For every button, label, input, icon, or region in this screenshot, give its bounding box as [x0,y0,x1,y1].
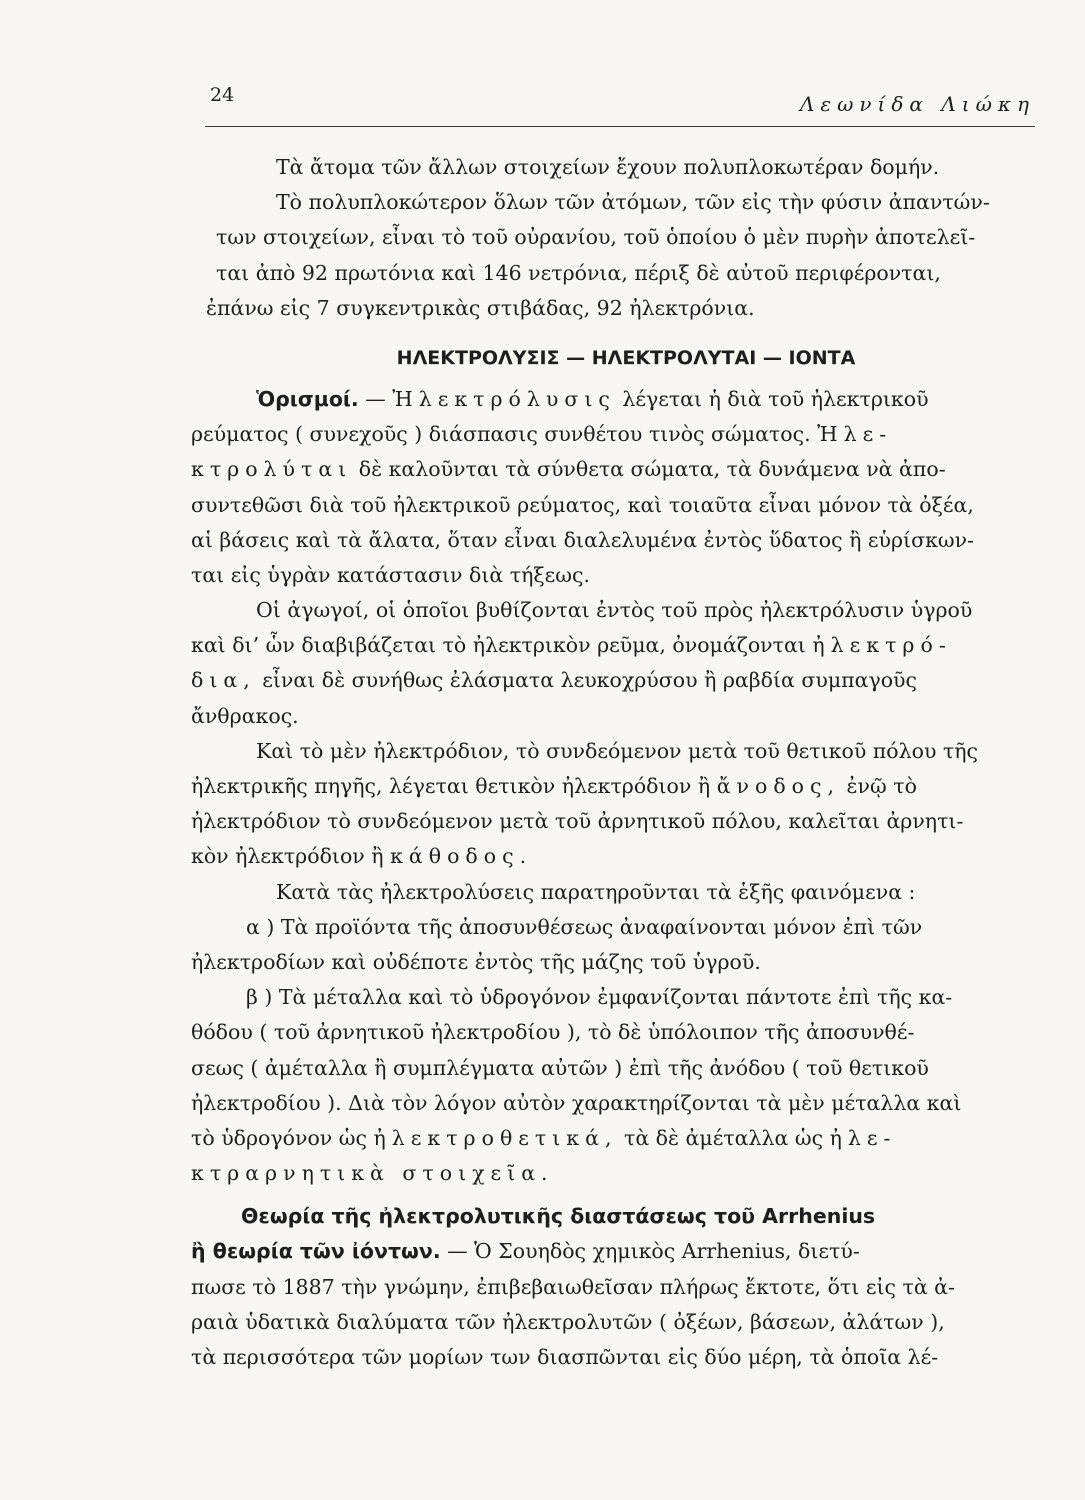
text-span: — [358,386,393,411]
text-span: — Ὁ Σουηδὸς χημικὸς Arrhenius, διετύ- [440,1239,860,1264]
text-span: τὸ ὑδρογόνον ὡς [191,1125,374,1150]
term-electrodes: ἠλεκτρό- [812,633,952,658]
term-cathode: κάθοδος. [390,844,533,869]
paragraph-arrhenius [186,1199,1046,1375]
term-electrolysis: Ἠλεκτρόλυσις [392,386,616,411]
text-line: ται εἰς ὑγρὰν κατάστασιν διὰ τήξεως. [191,562,590,587]
text-line [186,1234,1046,1269]
paragraph-anode-cathode [186,734,1046,875]
definitions-label: Ὁρισμοί. [256,386,359,411]
text-span: εἶναι δὲ συνήθως ἐλάσματα λευκοχρύσου ἢ ραβδία συμπαγοῦς [255,668,917,693]
text-line: ἠλεκτροδίων καὶ οὐδέποτε ἐντὸς τῆς μάζης τοῦ ὑγροῦ. [191,949,761,974]
subsection-title: Θεωρία τῆς ἠλεκτρολυτικῆς διαστάσεως τοῦ Arrhenius [241,1204,876,1229]
text-line: Καὶ τὸ μὲν ἠλεκτρόδιον, τὸ συνδεόμενον μετὰ τοῦ θετικοῦ πόλου τῆς [256,738,979,763]
text-line: ραιὰ ὑδατικὰ διαλύματα τῶν ἠλεκτρολυτῶν ( ὀξέων, βάσεων, ἀλάτων ), [191,1309,945,1334]
paragraph-intro [186,150,1046,326]
term-electrodes-cont: δια, [191,668,256,693]
text-line: ἠλεκτρόδιον τὸ συνδεόμενον μετὰ τοῦ ἀρνητικοῦ πόλου, καλεῖται ἀρνητι- [191,809,964,834]
header-rule [205,126,1035,127]
text-line: τὰ περισσότερα τῶν μορίων των διασπῶνται εἰς δύο μέρη, τὰ ὁποῖα λέ- [191,1345,939,1369]
text-line: Κατὰ τὰς ἠλεκτρολύσεις παρατηροῦνται τὰ ἑξῆς φαινόμενα : [276,879,916,904]
section-heading: ΗΛΕΚΤΡΟΛΥΣΙΣ — ΗΛΕΚΤΡΟΛΥΤΑΙ — ΙΟΝΤΑ [396,346,856,369]
text-line: σεως ( ἀμέταλλα ἢ συμπλέγματα αὐτῶν ) ἐπὶ τῆς ἀνόδου ( τοῦ θετικοῦ [191,1055,929,1080]
text-line: συντεθῶσι διὰ τοῦ ἠλεκτρικοῦ ρεύματος, καὶ τοιαῦτα εἶναι μόνον τὰ ὀξέα, [191,492,974,517]
text-line: Οἱ ἀγωγοί, οἱ ὁποῖοι βυθίζονται ἐντὸς τοῦ πρὸς ἠλεκτρόλυσιν ὑγροῦ [256,598,973,623]
text-span: καὶ δι’ ὧν διαβιβάζεται τὸ ἠλεκτρικὸν ρεῦμα, ὀνομάζονται [191,633,813,658]
text-span: κὸν ἠλεκτρόδιον ἢ [191,844,391,869]
page-number: 24 [210,84,235,106]
text-span: ρεύματος ( συνεχοῦς ) διάσπασις συνθέτου τινὸς σώματος. [191,422,818,447]
text-line: θόδου ( τοῦ ἀρνητικοῦ ἠλεκτροδίου ), τὸ δὲ ὑπόλοιπον τῆς ἀποσυνθέ- [191,1020,915,1045]
running-author: Λεωνίδα Λιώκη [799,92,1035,116]
text-line [186,839,1046,874]
term-electronegative-cont: κτραρνητικὰ στοιχεῖα. [191,1161,554,1186]
term-electrolytes-cont: κτρολύται [191,457,353,482]
text-line: πωσε τὸ 1887 τὴν γνώμην, ἐπιβεβαιωθεῖσαν πλήρως ἔκτοτε, ὅτι εἰς τὰ ἀ- [191,1274,955,1299]
body-text [186,150,1046,1375]
text-line: Τὰ ἄτομα τῶν ἄλλων στοιχείων ἔχουν πολυπλοκωτέραν δομήν. [276,155,940,179]
text-line [186,1156,1046,1191]
term-electronegative: ἠλε- [829,1125,897,1150]
text-line: ἠλεκτροδίου ). Διὰ τὸν λόγον αὐτὸν χαρακτηρίζονται τὰ μὲν μέταλλα καὶ [191,1090,962,1115]
text-line [186,1121,1046,1156]
text-line [186,382,1046,417]
text-span: ἐνῷ τὸ [840,774,917,798]
text-span: τὰ δὲ ἀμέταλλα ὡς [617,1125,830,1150]
text-line: ἐπάνω εἰς 7 συγκεντρικὰς στιβάδας, 92 ἠλεκτρόνια. [206,295,755,320]
text-line [186,769,1046,804]
text-line: αἱ βάσεις καὶ τὰ ἄλατα, ὅταν εἶναι διαλελυμένα ἐντὸς ὕδατος ἢ εὑρίσκων- [191,527,974,552]
text-line [186,452,1046,487]
text-line [186,417,1046,452]
text-line: Τὸ πολυπλοκώτερον ὅλων τῶν ἀτόμων, τῶν εἰς τὴν φύσιν ἀπαντών- [276,190,990,215]
paragraph-definitions [186,382,1046,593]
text-span: λέγεται ἡ διὰ τοῦ ἠλεκτρικοῦ [615,386,929,411]
text-line [186,628,1046,663]
list-item-beta: β ) Τὰ μέταλλα καὶ τὸ ὑδρογόνον ἐμφανίζονται πάντοτε ἐπὶ τῆς κα- [246,985,953,1010]
running-header [205,84,1035,124]
paragraph-electrodes [186,593,1046,734]
text-line: ἄνθρακος. [191,703,299,728]
text-line [186,663,1046,698]
text-span: ἠλεκτρικῆς πηγῆς, λέγεται θετικὸν ἠλεκτρόδιον ἢ [191,774,717,798]
text-span: δὲ καλοῦνται τὰ σύνθετα σώματα, τὰ δυνάμενα νὰ ἀπο- [352,457,946,482]
term-anode: ἄνοδος, [716,774,841,798]
paragraph-phenomena [186,875,1046,1192]
text-line: ται ἀπὸ 92 πρωτόνια καὶ 146 νετρόνια, πέριξ δὲ αὐτοῦ περιφέρονται, [216,260,941,285]
list-item-alpha: α ) Τὰ προϊόντα τῆς ἀποσυνθέσεως ἀναφαίνονται μόνον ἐπὶ τῶν [246,914,923,939]
subsection-title-cont: ἢ θεωρία τῶν ἰόντων. [191,1239,441,1264]
term-electropositive: ἠλεκτροθετικά, [373,1125,618,1150]
term-electrolytes: Ἠλε- [817,422,893,447]
text-line: των στοιχείων, εἶναι τὸ τοῦ οὐρανίου, τοῦ ὁποίου ὁ μὲν πυρὴν ἀποτελεῖ- [216,225,976,250]
